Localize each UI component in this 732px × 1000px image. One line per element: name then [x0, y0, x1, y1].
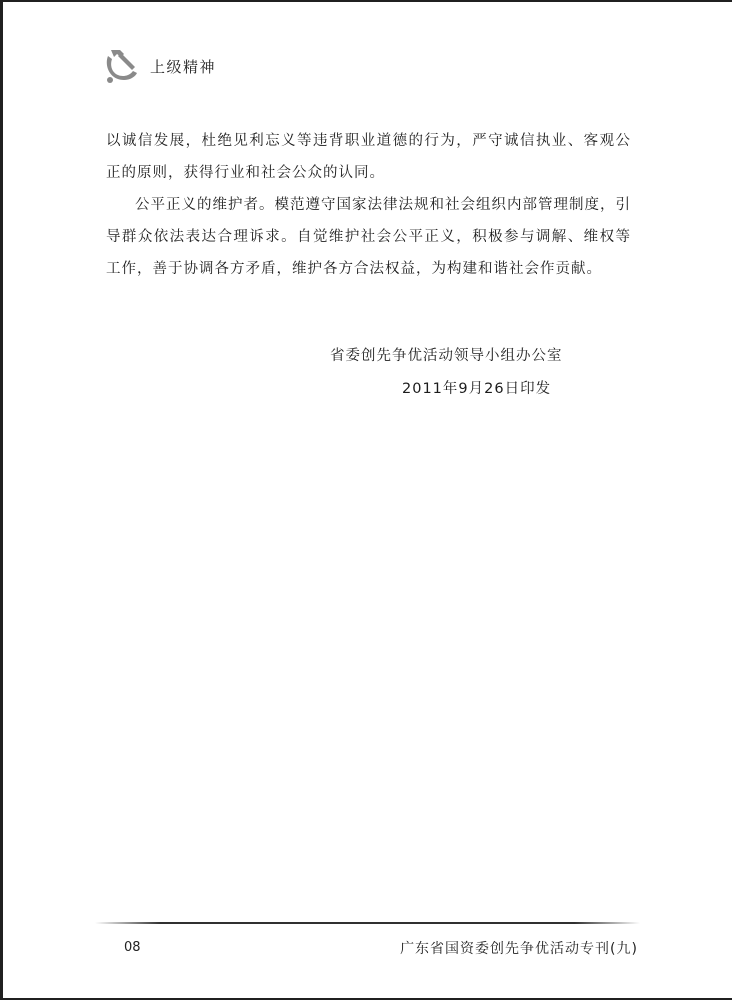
page-number: 08 [124, 940, 141, 955]
publication-title: 广东省国资委创先争优活动专刊(九) [400, 941, 638, 957]
section-header [100, 46, 216, 86]
hammer-and-sickle-icon [100, 46, 140, 86]
paragraph: 公平正义的维护者。模范遵守国家法律法规和社会组织内部管理制度，引导群众依法表达合理诉求。自觉维护社会公平正义，积极参与调解、维权等工作，善于协调各方矛盾，维护各方合法权益，为构建和谐社会作贡献。 [106, 197, 631, 277]
footer-divider [95, 922, 640, 924]
section-title: 上级精神 [150, 57, 217, 76]
signature-block [330, 340, 630, 406]
page-border-left [0, 0, 3, 1000]
paragraph: 以诚信发展，杜绝见利忘义等违背职业道德的行为，严守诚信执业、客观公正的原则，获得行业和社会公众的认同。 [106, 133, 631, 181]
issuer: 省委创先争优活动领导小组办公室 [330, 348, 563, 364]
article-body [106, 125, 631, 285]
page-border-top [0, 0, 732, 2]
issue-date: 2011年9月26日印发 [402, 381, 552, 397]
